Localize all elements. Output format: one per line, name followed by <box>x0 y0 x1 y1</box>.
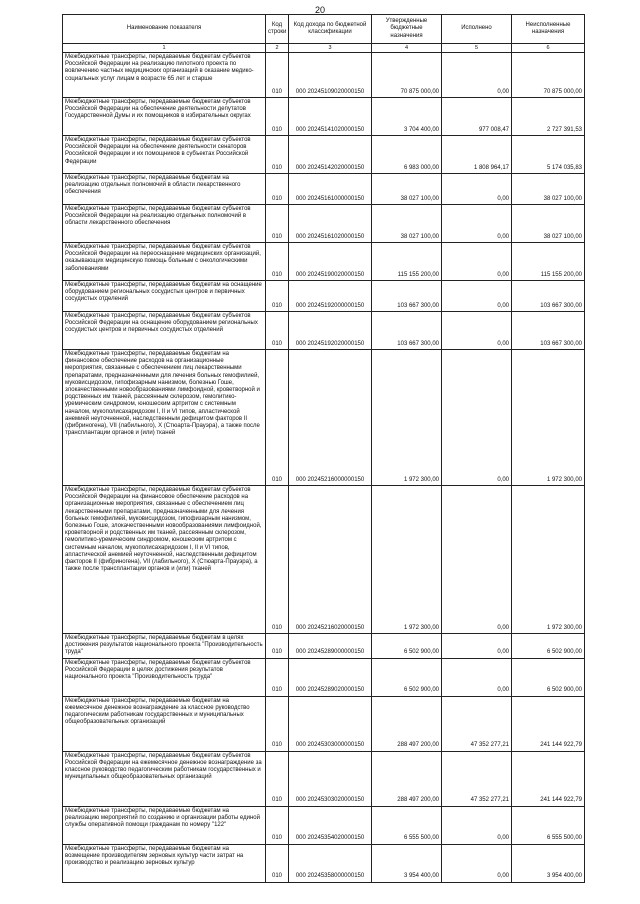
col-header-name: Наименование показателя <box>63 15 266 44</box>
row-unexecuted-cell: 2 727 391,53 <box>512 98 585 136</box>
row-name-cell: Межбюджетные трансферты, передаваемые бюджетам субъектов Российской Федерации на ежемесячное денежное вознаграждение за классное руководство педагогическим работникам государственных и муниципальных общеобразовательных организаций <box>63 751 266 806</box>
row-unexecuted-cell: 5 174 035,83 <box>512 136 585 174</box>
col-number-2: 2 <box>266 44 289 53</box>
row-line-code-cell: 010 <box>266 98 289 136</box>
row-line-code-cell: 010 <box>266 174 289 205</box>
row-income-code-cell: 000 20245358000000150 <box>289 844 372 882</box>
col-header-unexecuted: Неисполненные назначения <box>512 15 585 44</box>
row-executed-cell: 0,00 <box>442 281 512 312</box>
row-approved-cell: 1 972 300,00 <box>372 486 442 634</box>
row-line-code-cell: 010 <box>266 281 289 312</box>
row-income-code-cell: 000 20245190020000150 <box>289 243 372 281</box>
budget-execution-table <box>62 14 585 883</box>
row-line-code-cell: 010 <box>266 634 289 659</box>
col-number-1: 1 <box>63 44 266 53</box>
row-executed-cell: 0,00 <box>442 806 512 844</box>
row-name-cell: Межбюджетные трансферты, передаваемые бюджетам субъектов Российской Федерации на обеспечение деятельности депутатов Государственной Думы и их помощников в избирательных округах <box>63 98 266 136</box>
row-line-code-cell: 010 <box>266 205 289 243</box>
column-number-row <box>63 44 585 53</box>
row-name-cell: Межбюджетные трансферты, передаваемые бюджетам субъектов Российской Федерации на реализацию отдельных полномочий в области лекарственного обеспечения <box>63 205 266 243</box>
row-income-code-cell: 000 20245141020000150 <box>289 98 372 136</box>
col-number-6: 6 <box>512 44 585 53</box>
row-approved-cell: 70 875 000,00 <box>372 53 442 98</box>
row-income-code-cell: 000 20245289000000150 <box>289 634 372 659</box>
table-header-row <box>63 15 585 44</box>
row-name-cell: Межбюджетные трансферты, передаваемые бюджетам субъектов Российской Федерации на реализацию пилотного проекта по вовлечению частных медицинских организаций в оказание медико-социальных услуг лицам в возрасте 65 лет и старше <box>63 53 266 98</box>
row-line-code-cell: 010 <box>266 53 289 98</box>
row-unexecuted-cell: 6 555 500,00 <box>512 806 585 844</box>
row-income-code-cell: 000 20245192020000150 <box>289 312 372 350</box>
row-executed-cell: 0,00 <box>442 312 512 350</box>
row-income-code-cell: 000 20245161020000150 <box>289 205 372 243</box>
row-approved-cell: 6 502 900,00 <box>372 634 442 659</box>
row-name-cell: Межбюджетные трансферты, передаваемые бюджетам субъектов Российской Федерации на обеспечение деятельности сенаторов Российской Федерации и их помощников в субъектах Российской Федерации <box>63 136 266 174</box>
row-executed-cell: 0,00 <box>442 658 512 696</box>
row-unexecuted-cell: 6 502 900,00 <box>512 634 585 659</box>
row-line-code-cell: 010 <box>266 136 289 174</box>
row-approved-cell: 3 954 400,00 <box>372 844 442 882</box>
col-number-5: 5 <box>442 44 512 53</box>
row-income-code-cell: 000 20245354020000150 <box>289 806 372 844</box>
row-approved-cell: 6 983 000,00 <box>372 136 442 174</box>
row-line-code-cell: 010 <box>266 658 289 696</box>
row-unexecuted-cell: 70 875 000,00 <box>512 53 585 98</box>
row-unexecuted-cell: 103 667 300,00 <box>512 312 585 350</box>
row-line-code-cell: 010 <box>266 312 289 350</box>
table-row <box>63 806 585 844</box>
row-approved-cell: 3 704 400,00 <box>372 98 442 136</box>
col-number-4: 4 <box>372 44 442 53</box>
table-row <box>63 243 585 281</box>
row-income-code-cell: 000 20245109020000150 <box>289 53 372 98</box>
row-line-code-cell: 010 <box>266 806 289 844</box>
table-row <box>63 205 585 243</box>
row-name-cell: Межбюджетные трансферты, передаваемые бюджетам субъектов Российской Федерации на финансовое обеспечение расходов на организационные мероприятия, связанные с обеспечением лиц лекарственными препаратами, предназначенными для лечения больных гемофилией, муковисцидозом, гипофизарным нанизмом, болезнью Гоше, злокачественными новообразованиями лимфоидной, кроветворной и родственных им тканей, рассеянным склерозом, гемолитико-уремическим синдромом, юношеским артритом с системным началом, мукополисахаридозом I, II и VI типов, апластической анемией неуточненной, наследственным дефицитом факторов II (фибриногена), VII (лабильного), X (Стюарта-Прауэра), а также после трансплантации органов и (или) тканей <box>63 486 266 634</box>
row-name-cell: Межбюджетные трансферты, передаваемые бюджетам на возмещение производителям зерновых культур части затрат на производство и реализацию зерновых культур <box>63 844 266 882</box>
row-approved-cell: 288 497 200,00 <box>372 751 442 806</box>
table-row <box>63 658 585 696</box>
row-executed-cell: 0,00 <box>442 174 512 205</box>
row-approved-cell: 6 502 900,00 <box>372 658 442 696</box>
row-approved-cell: 115 155 200,00 <box>372 243 442 281</box>
col-header-line-code: Код строки <box>266 15 289 44</box>
row-executed-cell: 0,00 <box>442 243 512 281</box>
row-approved-cell: 1 972 300,00 <box>372 350 442 486</box>
row-unexecuted-cell: 241 144 922,79 <box>512 696 585 751</box>
col-number-3: 3 <box>289 44 372 53</box>
row-unexecuted-cell: 6 502 900,00 <box>512 658 585 696</box>
row-executed-cell: 47 352 277,21 <box>442 696 512 751</box>
table-row <box>63 844 585 882</box>
row-income-code-cell: 000 20245303000000150 <box>289 696 372 751</box>
table-row <box>63 634 585 659</box>
row-unexecuted-cell: 38 027 100,00 <box>512 174 585 205</box>
row-name-cell: Межбюджетные трансферты, передаваемые бюджетам субъектов Российской Федерации на оснащение оборудованием региональных сосудистых центров и первичных сосудистых отделений <box>63 312 266 350</box>
row-line-code-cell: 010 <box>266 243 289 281</box>
table-row <box>63 350 585 486</box>
row-executed-cell: 0,00 <box>442 486 512 634</box>
row-approved-cell: 6 555 500,00 <box>372 806 442 844</box>
row-approved-cell: 288 497 200,00 <box>372 696 442 751</box>
row-line-code-cell: 010 <box>266 844 289 882</box>
row-unexecuted-cell: 38 027 100,00 <box>512 205 585 243</box>
table-row <box>63 98 585 136</box>
row-name-cell: Межбюджетные трансферты, передаваемые бюджетам на ежемесячное денежное вознаграждение за классное руководство педагогическим работникам государственных и муниципальных общеобразовательных организаций <box>63 696 266 751</box>
page-number: 20 <box>314 5 325 15</box>
row-income-code-cell: 000 20245216000000150 <box>289 350 372 486</box>
row-income-code-cell: 000 20245161000000150 <box>289 174 372 205</box>
row-unexecuted-cell: 3 954 400,00 <box>512 844 585 882</box>
row-approved-cell: 103 667 300,00 <box>372 312 442 350</box>
row-approved-cell: 103 667 300,00 <box>372 281 442 312</box>
row-executed-cell: 0,00 <box>442 350 512 486</box>
row-name-cell: Межбюджетные трансферты, передаваемые бюджетам на финансовое обеспечение расходов на организационные мероприятия, связанные с обеспечением лиц лекарственными препаратами, предназначенными для лечения больных гемофилией, муковисцидозом, гипофизарным нанизмом, болезнью Гоше, злокачественными новообразованиями лимфоидной, кроветворной и родственных им тканей, рассеянным склерозом, гемолитико-уремическим синдромом, юношеским артритом с системным началом, мукополисахаридозом I, II и VI типов, апластической анемией неуточненной, наследственным дефицитом факторов II (фибриногена), VII (лабильного), X (Стюарта-Прауэра), а также после трансплантации органов и (или) тканей <box>63 350 266 486</box>
table-row <box>63 136 585 174</box>
row-name-cell: Межбюджетные трансферты, передаваемые бюджетам субъектов Российской Федерации на переоснащение медицинских организаций, оказывающих медицинскую помощь больным с онкологическими заболеваниями <box>63 243 266 281</box>
row-line-code-cell: 010 <box>266 696 289 751</box>
row-name-cell: Межбюджетные трансферты, передаваемые бюджетам субъектов Российской Федерации в целях достижения результатов национального проекта "Производительность труда" <box>63 658 266 696</box>
table-row <box>63 486 585 634</box>
row-name-cell: Межбюджетные трансферты, передаваемые бюджетам в целях достижения результатов национального проекта "Производительность труда" <box>63 634 266 659</box>
row-approved-cell: 38 027 100,00 <box>372 205 442 243</box>
row-unexecuted-cell: 115 155 200,00 <box>512 243 585 281</box>
row-name-cell: Межбюджетные трансферты, передаваемые бюджетам на реализацию мероприятий по созданию и организации работы единой службы оперативной помощи гражданам по номеру "122" <box>63 806 266 844</box>
row-executed-cell: 0,00 <box>442 844 512 882</box>
row-income-code-cell: 000 20245289020000150 <box>289 658 372 696</box>
row-income-code-cell: 000 20245216020000150 <box>289 486 372 634</box>
col-header-income-code: Код дохода по бюджетной классификации <box>289 15 372 44</box>
row-income-code-cell: 000 20245303020000150 <box>289 751 372 806</box>
col-header-approved: Утвержденные бюджетные назначения <box>372 15 442 44</box>
row-executed-cell: 977 008,47 <box>442 98 512 136</box>
row-line-code-cell: 010 <box>266 350 289 486</box>
table-row <box>63 174 585 205</box>
row-name-cell: Межбюджетные трансферты, передаваемые бюджетам на оснащение оборудованием региональных сосудистых центров и первичных сосудистых отделений <box>63 281 266 312</box>
row-executed-cell: 0,00 <box>442 634 512 659</box>
row-line-code-cell: 010 <box>266 486 289 634</box>
table-row <box>63 53 585 98</box>
row-unexecuted-cell: 241 144 922,79 <box>512 751 585 806</box>
row-income-code-cell: 000 20245192000000150 <box>289 281 372 312</box>
row-executed-cell: 1 808 964,17 <box>442 136 512 174</box>
row-income-code-cell: 000 20245142020000150 <box>289 136 372 174</box>
row-approved-cell: 38 027 100,00 <box>372 174 442 205</box>
table-row <box>63 751 585 806</box>
row-name-cell: Межбюджетные трансферты, передаваемые бюджетам на реализацию отдельных полномочий в области лекарственного обеспечения <box>63 174 266 205</box>
col-header-executed: Исполнено <box>442 15 512 44</box>
row-unexecuted-cell: 1 972 300,00 <box>512 486 585 634</box>
row-executed-cell: 47 352 277,21 <box>442 751 512 806</box>
row-line-code-cell: 010 <box>266 751 289 806</box>
row-executed-cell: 0,00 <box>442 53 512 98</box>
row-unexecuted-cell: 103 667 300,00 <box>512 281 585 312</box>
table-row <box>63 696 585 751</box>
table-row <box>63 281 585 312</box>
table-row <box>63 312 585 350</box>
row-unexecuted-cell: 1 972 300,00 <box>512 350 585 486</box>
row-executed-cell: 0,00 <box>442 205 512 243</box>
